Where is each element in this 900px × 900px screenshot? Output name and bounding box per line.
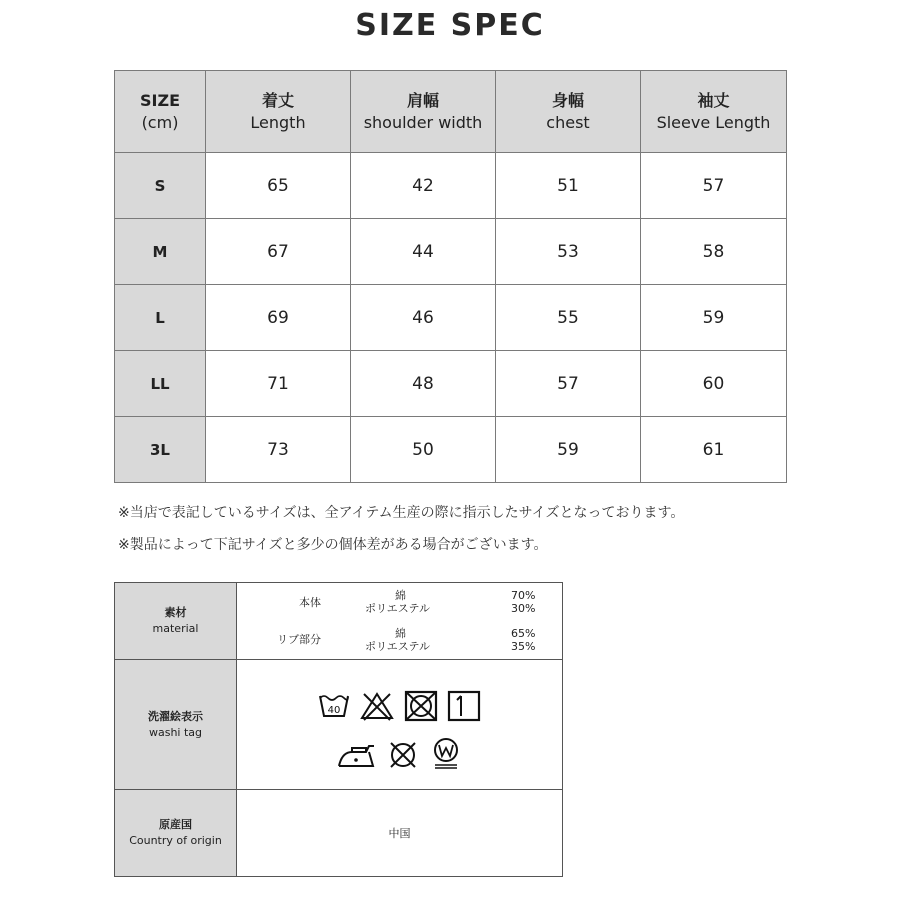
table-row (115, 153, 787, 219)
size-note-1: ※当店で表記しているサイズは、全アイテム生産の際に指示したサイズとなっております。 (118, 505, 685, 521)
size-spec-table (114, 70, 787, 483)
table-cell: 57 (496, 351, 641, 417)
no-bleach-icon (359, 690, 395, 722)
origin-row (115, 790, 563, 877)
size-note-2: ※製品によって下記サイズと多少の個体差がある場合がございます。 (118, 537, 548, 553)
material-row (115, 583, 563, 660)
wash-temp-label: 40 (327, 705, 341, 716)
material-fiber: 綿 (395, 589, 406, 602)
material-label-jp: 素材 (164, 606, 187, 619)
material-label-cell (115, 583, 237, 660)
table-cell: 59 (496, 417, 641, 483)
iron-low-icon (336, 740, 376, 770)
size-label: 3L (115, 417, 206, 483)
no-dry-clean-icon (386, 740, 420, 770)
size-header-cell (115, 71, 206, 153)
table-cell: 48 (351, 351, 496, 417)
table-cell: 55 (496, 285, 641, 351)
column-header-en: Length (250, 112, 306, 132)
table-cell: 51 (496, 153, 641, 219)
column-header-sleeve (641, 71, 787, 153)
material-fiber: ポリエステル (365, 602, 431, 615)
material-percent: 30% (511, 602, 536, 615)
origin-label-cell (115, 790, 237, 877)
column-header-length (206, 71, 351, 153)
product-info-table (114, 582, 563, 877)
table-cell: 59 (641, 285, 787, 351)
column-header-en: shoulder width (363, 112, 483, 132)
no-tumble-dry-icon (404, 690, 438, 722)
washi-tag-label-en: washi tag (148, 725, 203, 739)
material-fiber: ポリエステル (365, 640, 431, 653)
column-header-chest (496, 71, 641, 153)
material-label-en: material (152, 622, 199, 635)
table-cell: 69 (206, 285, 351, 351)
table-cell: 58 (641, 219, 787, 285)
unit-label: (cm) (141, 112, 179, 132)
table-cell: 73 (206, 417, 351, 483)
header-row (115, 71, 787, 153)
table-cell: 50 (351, 417, 496, 483)
material-value-cell (237, 583, 563, 660)
column-header-jp: 着丈 (261, 90, 294, 110)
size-header-label: SIZE (139, 90, 180, 110)
washi-tag-label-jp: 洗濯絵表示 (148, 709, 203, 723)
table-cell: 46 (351, 285, 496, 351)
material-part: 本体 (299, 596, 321, 609)
table-row (115, 351, 787, 417)
line-dry-icon (447, 690, 481, 722)
table-cell: 44 (351, 219, 496, 285)
page-title: SIZE SPEC (355, 8, 545, 43)
washi-tag-row (115, 660, 563, 790)
column-header-jp: 肩幅 (406, 90, 439, 110)
column-header-en: chest (546, 112, 590, 132)
care-icons-row-2 (237, 736, 562, 774)
column-header-shoulder (351, 71, 496, 153)
table-cell: 61 (641, 417, 787, 483)
origin-label-en: Country of origin (129, 834, 222, 847)
table-cell: 57 (641, 153, 787, 219)
material-percent: 70% (511, 589, 536, 602)
origin-value: 中国 (237, 790, 563, 877)
table-cell: 53 (496, 219, 641, 285)
table-cell: 71 (206, 351, 351, 417)
column-header-jp: 身幅 (551, 90, 584, 110)
wet-clean-icon (429, 736, 463, 770)
care-icons-row-1 (237, 690, 562, 726)
origin-label-jp: 原産国 (159, 818, 192, 831)
washi-tag-label-cell (115, 660, 237, 790)
size-label: S (115, 153, 206, 219)
table-row (115, 219, 787, 285)
wash-40-icon (318, 690, 350, 722)
material-fiber: 綿 (395, 627, 406, 640)
material-percent: 35% (511, 640, 536, 653)
material-part: リブ部分 (277, 633, 321, 646)
column-header-jp: 袖丈 (697, 90, 730, 110)
table-cell: 67 (206, 219, 351, 285)
table-cell: 42 (351, 153, 496, 219)
material-percent: 65% (511, 627, 536, 640)
size-label: LL (115, 351, 206, 417)
table-row (115, 285, 787, 351)
size-label: M (115, 219, 206, 285)
table-cell: 60 (641, 351, 787, 417)
table-cell: 65 (206, 153, 351, 219)
size-label: L (115, 285, 206, 351)
table-row (115, 417, 787, 483)
column-header-en: Sleeve Length (656, 112, 771, 132)
washi-tag-value-cell (237, 660, 563, 790)
